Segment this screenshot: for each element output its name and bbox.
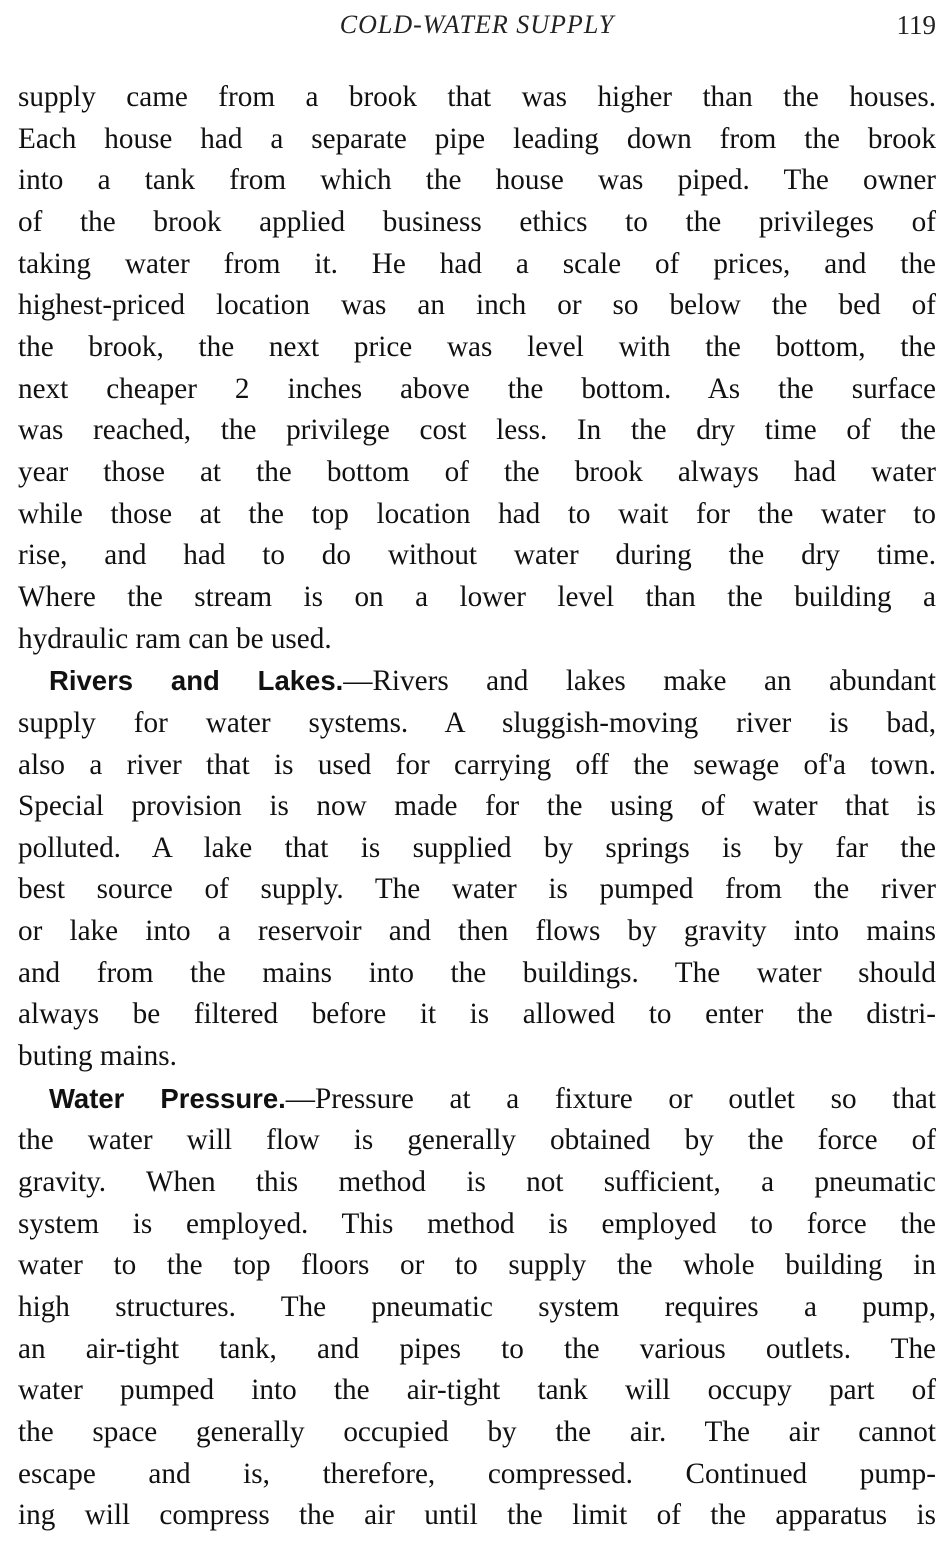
text-line: the space generally occupied by the air. The air cannot [18, 1416, 936, 1448]
text-line: gravity. When this method is not sufficient, a pneumatic [18, 1166, 936, 1199]
text-line: and from the mains into the buildings. The water should [18, 956, 936, 989]
text-line: buting mains. [18, 1040, 177, 1073]
text-line: supply for water systems. A sluggish-moving river is bad, [18, 706, 936, 739]
text-line: water pumped into the air-tight tank will occupy part of [18, 1374, 936, 1407]
text-line: ing will compress the air until the limit of the apparatus is [18, 1499, 936, 1532]
text-line: into a tank from which the house was piped. The owner [18, 164, 936, 197]
section-heading-water-pressure: Water Pressure. [49, 1082, 286, 1114]
text-line: hydraulic ram can be used. [18, 622, 332, 655]
text-line: the water will flow is generally obtained by the force of [18, 1124, 936, 1157]
paragraph-brook-supply [18, 77, 936, 660]
text-line: was reached, the privilege cost less. In the dry time of the [18, 414, 936, 447]
text-line: system is employed. This method is employed to force the [18, 1207, 936, 1240]
text-line: next cheaper 2 inches above the bottom. As the surface [18, 372, 936, 405]
book-page [18, 0, 936, 1548]
text-line: rise, and had to do without water during the dry time. [18, 539, 936, 572]
text-line-continuation: —Pressure at a fixture or outlet so that [285, 1082, 936, 1115]
page-number: 119 [896, 10, 936, 40]
text-line: Where the stream is on a lower level than the building a [18, 580, 936, 613]
text-line [18, 1078, 936, 1121]
running-title: COLD-WATER SUPPLY [339, 10, 615, 39]
text-line: an air-tight tank, and pipes to the various outlets. The [18, 1332, 936, 1365]
text-line-continuation: —Rivers and lakes make an abundant [343, 665, 937, 698]
section-heading-rivers-and-lakes: Rivers and Lakes. [49, 665, 344, 697]
text-line: the brook, the next price was level with the bottom, the [18, 330, 936, 363]
text-line: best source of supply. The water is pumped from the river [18, 873, 936, 906]
text-line: escape and is, therefore, compressed. Continued pump- [18, 1457, 936, 1490]
text-line: Special provision is now made for the using of water that is [18, 790, 936, 823]
text-line: taking water from it. He had a scale of prices, and the [18, 247, 936, 280]
paragraph-rivers-and-lakes [18, 660, 936, 1078]
text-line: year those at the bottom of the brook always had water [18, 455, 936, 488]
text-line: always be filtered before it is allowed to enter the distri- [18, 998, 936, 1031]
text-line: of the brook applied business ethics to the privileges of [18, 205, 936, 238]
text-line: highest-priced location was an inch or so below the bed of [18, 289, 936, 322]
text-line: while those at the top location had to wait for the water to [18, 497, 936, 530]
text-line: or lake into a reservoir and then flows by gravity into mains [18, 915, 936, 948]
text-line: also a river that is used for carrying off the sewage of'a town. [18, 748, 936, 781]
text-line: supply came from a brook that was higher than the houses. [18, 81, 936, 113]
text-line: high structures. The pneumatic system requires a pump, [18, 1291, 936, 1324]
text-line [18, 660, 936, 703]
text-line: polluted. A lake that is supplied by springs is by far the [18, 831, 936, 864]
paragraph-water-pressure [18, 1078, 936, 1537]
text-line: water to the top floors or to supply the whole building in [18, 1249, 936, 1282]
text-line: Each house had a separate pipe leading down from the brook [18, 122, 936, 155]
running-header [18, 0, 936, 48]
body-text [18, 77, 936, 1537]
